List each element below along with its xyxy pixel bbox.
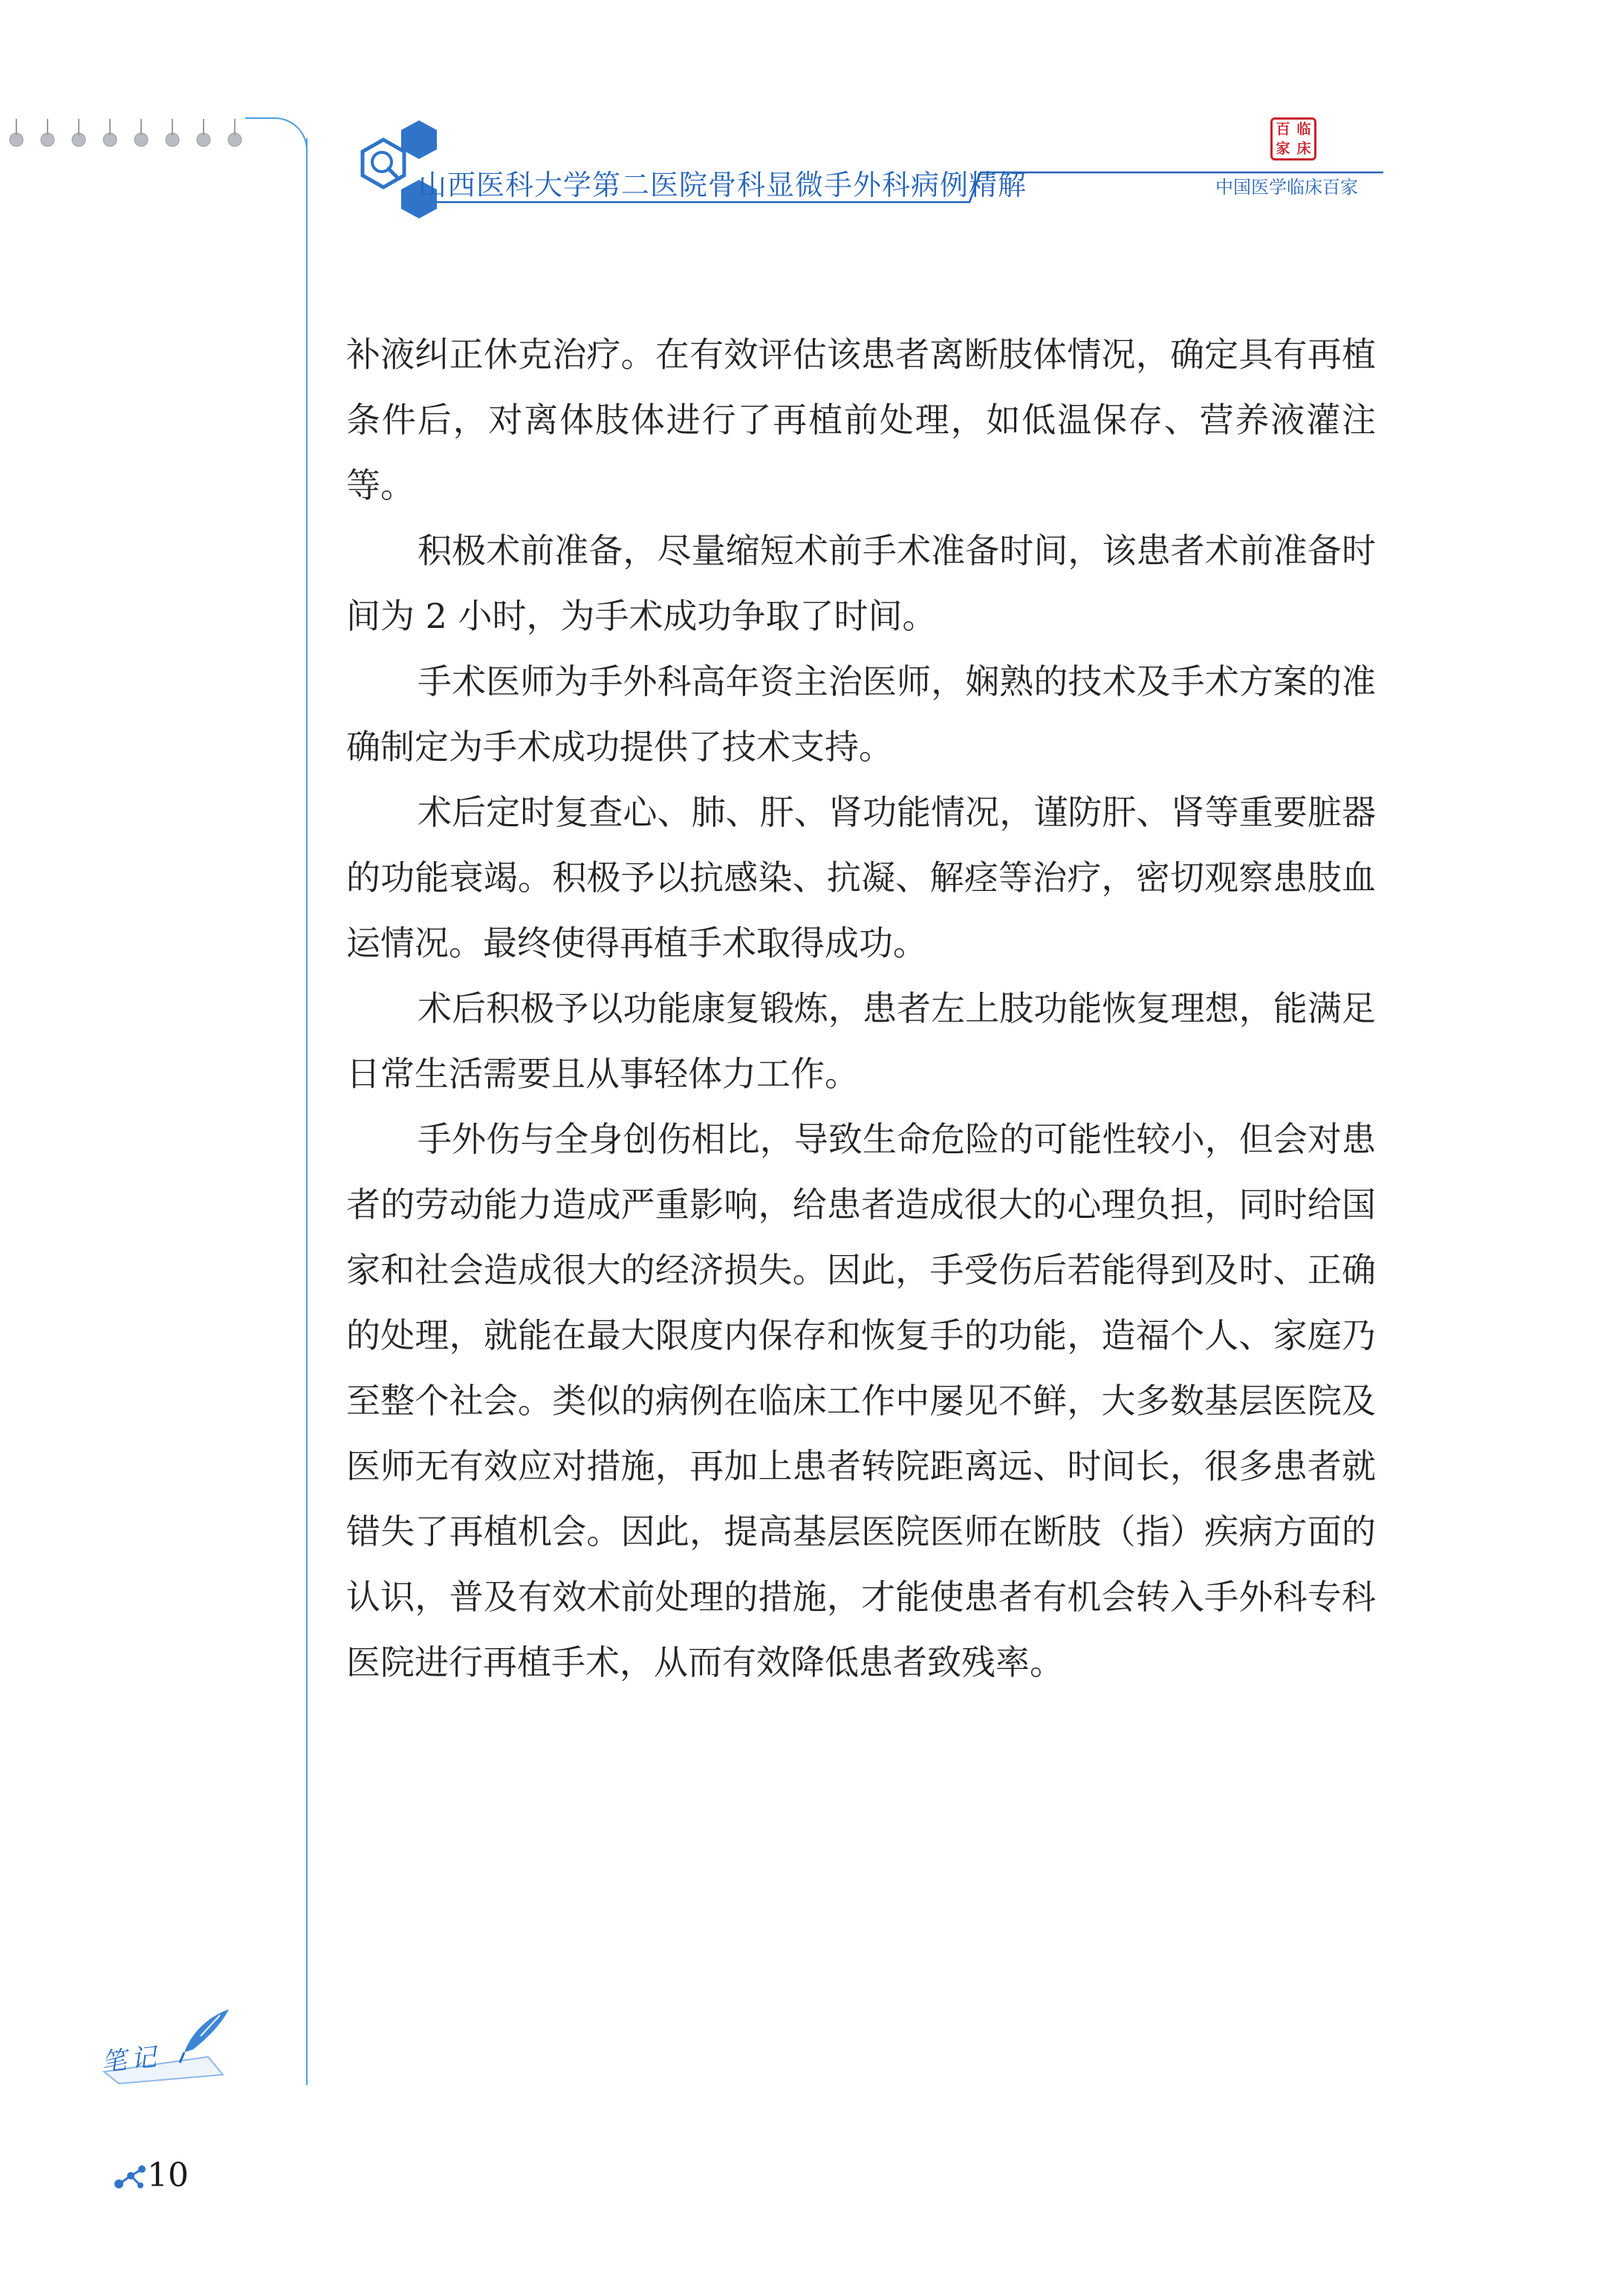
page-number: 10: [147, 2156, 189, 2194]
seal-stamp-icon: [1270, 117, 1316, 161]
paragraph: 术后定时复查心、肺、肝、肾功能情况，谨防肝、肾等重要脏器的功能衰竭。积极予以抗感染、抗凝、解痉等治疗，密切观察患肢血运情况。最终使得再植手术取得成功。: [346, 792, 1376, 963]
paragraph: 补液纠正休克治疗。在有效评估该患者离断肢体情况，确定具有再植条件后，对离体肢体进行了再植前处理，如低温保存、营养液灌注等。: [346, 334, 1376, 505]
seal-char: 百: [1276, 120, 1290, 137]
paragraph: 手外伤与全身创伤相比，导致生命危险的可能性较小，但会对患者的劳动能力造成严重影响，给患者造成很大的心理负担，同时给国家和社会造成很大的经济损失。因此，手受伤后若能得到及时、正确的处理，就能在最大限度内保存和恢复手的功能，造福个人、家庭乃至整个社会。类似的病例在临床工作中屡见不鲜，大多数基层医院及医师无有效应对措施，再加上患者转院距离远、时间长，很多患者就错失了再植机会。因此，提高基层医院医师在断肢（指）疾病方面的认识，普及有效术前处理的措施，才能使患者有机会转入手外科专科医院进行再植手术，从而有效降低患者致残率。: [346, 1119, 1376, 1682]
paragraph: 术后积极予以功能康复锻炼，患者左上肢功能恢复理想，能满足日常生活需要且从事轻体力工作。: [346, 988, 1376, 1094]
molecule-icon: [111, 2162, 149, 2192]
notes-label: 笔记: [100, 2041, 163, 2078]
body-text: [346, 322, 1376, 1695]
seal-char: 床: [1296, 140, 1311, 157]
series-name: 中国医学临床百家: [1215, 177, 1358, 198]
paragraph: 积极术前准备，尽量缩短术前手术准备时间，该患者术前准备时间为 2 小时，为手术成功争取了时间。: [346, 531, 1376, 636]
paragraph: 手术医师为手外科高年资主治医师，娴熟的技术及手术方案的准确制定为手术成功提供了技术支持。: [346, 661, 1376, 767]
notes-icon: [97, 2006, 238, 2084]
margin-rule: [306, 138, 308, 2085]
book-title: 山西医科大学第二医院骨科显微手外科病例精解: [418, 169, 1027, 201]
seal-char: 家: [1276, 140, 1290, 157]
seal-char: 临: [1296, 120, 1311, 137]
